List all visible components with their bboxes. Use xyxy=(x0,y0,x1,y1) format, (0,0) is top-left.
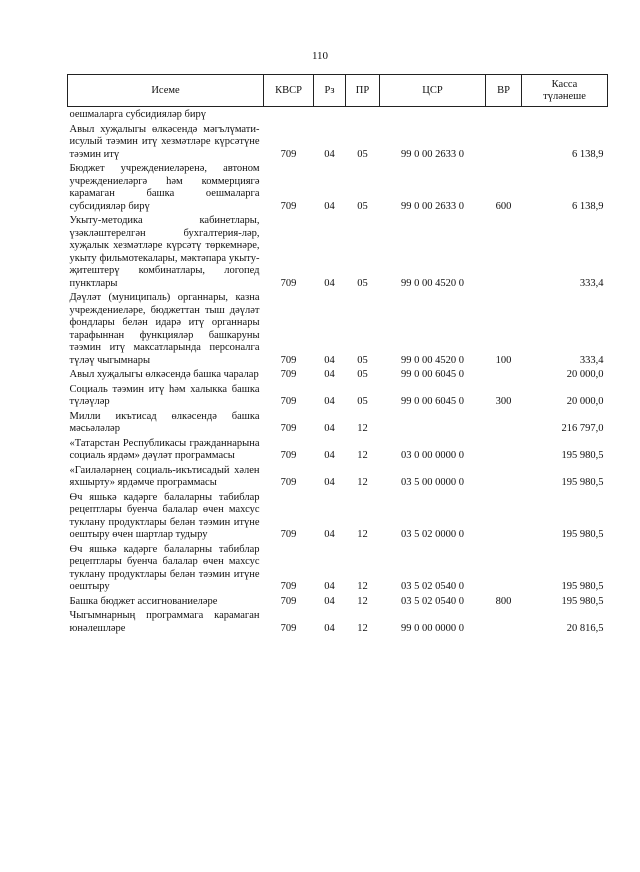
header-sum-line2: түләнеше xyxy=(543,90,586,102)
cell-csr xyxy=(380,107,486,122)
cell-sum xyxy=(522,107,608,122)
cell-kvsr: 709 xyxy=(280,622,297,634)
table-body xyxy=(68,107,608,636)
table-row xyxy=(68,409,608,436)
cell-sum: 195 980,5 xyxy=(561,450,604,461)
cell-rz: 04 xyxy=(324,369,335,380)
table-row xyxy=(68,161,608,213)
header-kvsr: КВСР xyxy=(264,75,314,107)
cell-pr: 05 xyxy=(357,200,368,212)
cell-pr: 05 xyxy=(357,277,368,289)
cell-rz: 04 xyxy=(324,148,335,160)
cell-sum: 6 138,9 xyxy=(572,148,604,160)
cell-name: Бюджет учреждениеләренә, автоном учреждениеләргә һәм коммерциягә карамаган башка оешмаларга субсидияләр бирү xyxy=(69,163,260,212)
cell-rz: 04 xyxy=(324,450,335,461)
cell-vr: 600 xyxy=(495,200,512,212)
cell-csr: 99 0 00 0000 0 xyxy=(401,622,464,634)
cell-csr: 03 5 00 0000 0 xyxy=(401,477,464,488)
cell-name: «Гаиләләрнең социаль-икътисадый хәлен яхшырту» ярдәмче программасы xyxy=(69,464,260,488)
cell-csr: 03 5 02 0540 0 xyxy=(401,595,464,607)
cell-vr: 100 xyxy=(495,354,512,366)
cell-rz: 04 xyxy=(324,277,335,289)
cell-csr: 99 0 00 6045 0 xyxy=(401,396,464,407)
table-header xyxy=(68,75,608,107)
cell-sum: 216 797,0 xyxy=(561,423,604,434)
cell-kvsr: 709 xyxy=(280,354,297,366)
cell-vr xyxy=(486,367,522,382)
cell-vr xyxy=(486,490,522,542)
cell-kvsr: 709 xyxy=(280,200,297,212)
cell-rz: 04 xyxy=(324,581,335,592)
header-csr: ЦСР xyxy=(380,75,486,107)
page-number: 110 xyxy=(311,50,329,62)
cell-name: Авыл хуҗалыгы өлкәсендә башка чаралар xyxy=(69,369,259,380)
cell-name: Авыл хуҗалыгы өлкәсендә мәгълүмати-исулый тәэмин итү хезмәтләре күрсәтүне тәэмин итү xyxy=(69,123,260,160)
cell-csr: 99 0 00 4520 0 xyxy=(401,354,464,366)
cell-vr: 300 xyxy=(495,396,512,407)
cell-vr xyxy=(486,409,522,436)
table-row xyxy=(68,594,608,609)
cell-kvsr: 709 xyxy=(280,450,297,461)
cell-vr xyxy=(486,213,522,290)
table-row xyxy=(68,213,608,290)
cell-kvsr: 709 xyxy=(280,581,297,592)
cell-csr: 99 0 00 2633 0 xyxy=(401,200,464,212)
cell-rz: 04 xyxy=(324,423,335,434)
cell-csr: 03 5 02 0540 0 xyxy=(401,581,464,592)
budget-table xyxy=(67,74,608,635)
table-row xyxy=(68,436,608,463)
cell-csr: 99 0 00 2633 0 xyxy=(401,148,464,160)
cell-vr xyxy=(486,107,522,122)
cell-rz: 04 xyxy=(324,529,335,540)
cell-sum: 195 980,5 xyxy=(561,529,604,540)
cell-pr: 12 xyxy=(357,450,368,461)
cell-pr: 12 xyxy=(357,595,368,607)
cell-kvsr: 709 xyxy=(280,369,297,380)
cell-vr xyxy=(486,463,522,490)
cell-csr: 03 0 00 0000 0 xyxy=(401,450,464,461)
cell-csr: 99 0 00 6045 0 xyxy=(401,369,464,380)
cell-pr: 12 xyxy=(357,477,368,488)
header-sum xyxy=(522,75,608,107)
cell-sum: 333,4 xyxy=(579,277,604,289)
cell-pr: 05 xyxy=(357,396,368,407)
cell-pr: 12 xyxy=(357,581,368,592)
header-sum-line1: Касса xyxy=(551,78,578,90)
table-row xyxy=(68,542,608,594)
cell-name: Өч яшькә кадәрге балаларны табиблар рецептлары буенча балалар өчен махсус туклану продуктлары белән тәэмин итүне оештыру xyxy=(69,543,260,592)
cell-sum: 20 000,0 xyxy=(566,396,604,407)
cell-kvsr xyxy=(264,107,314,122)
cell-rz: 04 xyxy=(324,477,335,488)
table-row xyxy=(68,122,608,162)
cell-pr: 05 xyxy=(357,354,368,366)
cell-name: Дәүләт (муниципаль) органнары, казна учреждениеләре, бюджеттан тыш дәүләт фондлары белән идарә итү органнары тарафыннан функцияләр башкаруны тәэмин итү максатларында персоналга түләү чыгымнары xyxy=(69,292,260,366)
cell-name: Социаль тәэмин итү һәм халыкка башка түләүләр xyxy=(69,383,260,407)
cell-kvsr: 709 xyxy=(280,595,297,607)
cell-vr xyxy=(486,542,522,594)
cell-rz: 04 xyxy=(324,595,335,607)
cell-pr: 05 xyxy=(357,369,368,380)
cell-name: «Татарстан Республикасы гражданнарына социаль ярдәм» дәүләт программасы xyxy=(69,437,260,461)
cell-kvsr: 709 xyxy=(280,477,297,488)
cell-rz: 04 xyxy=(324,354,335,366)
cell-name: Чыгымнарның программага карамаган юнәлешләре xyxy=(69,610,260,634)
cell-rz: 04 xyxy=(324,622,335,634)
cell-name: Укыту-методика кабинетлары, үзәкләштерелгән бухгалтерия-ләр, хуҗалык хезмәтләре күрсәтү төркемнәре, укыту фильмотекалары, мәктәпара укыту-җитештерү комбинатлары, логопед пунктлары xyxy=(69,215,260,289)
table-row xyxy=(68,608,608,635)
header-name: Исеме xyxy=(68,75,264,107)
header-vr: ВР xyxy=(486,75,522,107)
cell-pr xyxy=(346,107,380,122)
cell-name: Башка бюджет ассигнованиеләре xyxy=(69,595,218,607)
table-row xyxy=(68,367,608,382)
cell-rz: 04 xyxy=(324,396,335,407)
cell-name: Милли икътисад өлкәсендә башка мәсьәләләр xyxy=(69,410,260,434)
cell-sum: 20 816,5 xyxy=(566,622,604,634)
cell-pr: 12 xyxy=(357,423,368,434)
header-pr: ПР xyxy=(346,75,380,107)
cell-sum: 195 980,5 xyxy=(561,595,604,607)
cell-sum: 20 000,0 xyxy=(566,369,604,380)
table-row xyxy=(68,463,608,490)
cell-sum: 333,4 xyxy=(579,354,604,366)
table-row xyxy=(68,382,608,409)
cell-name: оешмаларга субсидияләр бирү xyxy=(69,109,206,120)
cell-pr: 12 xyxy=(357,529,368,540)
table-row xyxy=(68,107,608,122)
cell-vr xyxy=(486,122,522,162)
cell-sum: 6 138,9 xyxy=(572,200,604,212)
cell-pr: 05 xyxy=(357,148,368,160)
cell-kvsr: 709 xyxy=(280,396,297,407)
cell-rz xyxy=(314,107,346,122)
cell-kvsr: 709 xyxy=(280,277,297,289)
cell-kvsr: 709 xyxy=(280,423,297,434)
cell-rz: 04 xyxy=(324,200,335,212)
cell-csr xyxy=(380,409,486,436)
cell-sum: 195 980,5 xyxy=(561,581,604,592)
cell-csr: 99 0 00 4520 0 xyxy=(401,277,464,289)
cell-vr xyxy=(486,608,522,635)
table-row xyxy=(68,290,608,367)
cell-vr: 800 xyxy=(495,595,512,607)
cell-sum: 195 980,5 xyxy=(561,477,604,488)
cell-name: Өч яшькә кадәрге балаларны табиблар рецептлары буенча балалар өчен махсус туклану продуктлары белән тәэмин итүне оештыру өчен шартлар тудыру xyxy=(69,491,260,540)
cell-csr: 03 5 02 0000 0 xyxy=(401,529,464,540)
cell-pr: 12 xyxy=(357,622,368,634)
cell-kvsr: 709 xyxy=(280,148,297,160)
table-row xyxy=(68,490,608,542)
header-rz: Рз xyxy=(314,75,346,107)
cell-vr xyxy=(486,436,522,463)
cell-kvsr: 709 xyxy=(280,529,297,540)
